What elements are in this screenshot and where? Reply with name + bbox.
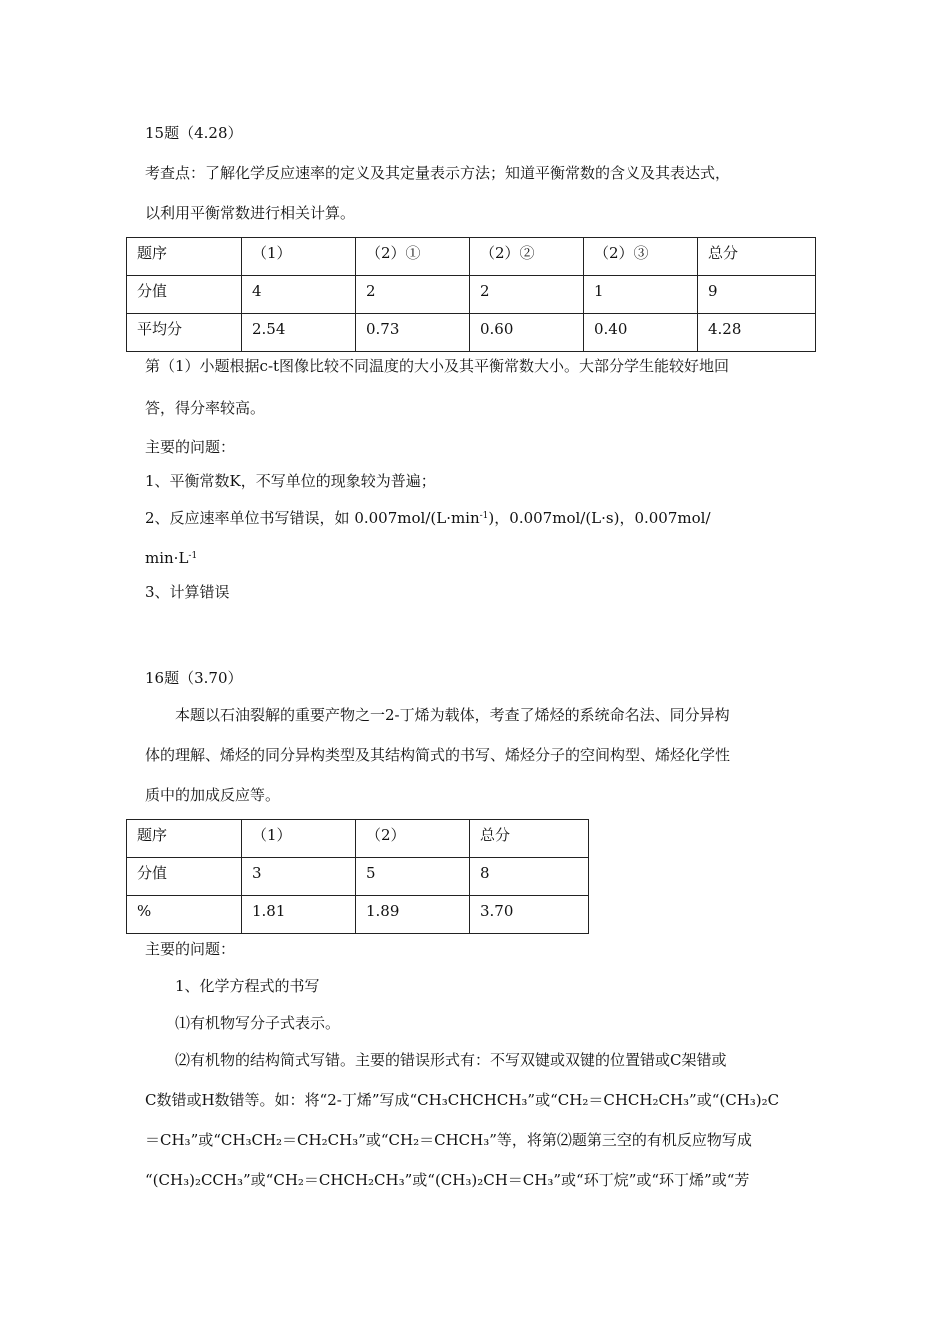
table-row: [127, 820, 589, 858]
table-cell: 8: [470, 858, 589, 896]
q16-intro-line-2: 体的理解、烯烃的同分异构类型及其结构简式的书写、烯烃分子的空间构型、烯烃化学性: [145, 746, 731, 764]
q15-analysis-line-1: 第（1）小题根据c-t图像比较不同温度的大小及其平衡常数大小。大部分学生能较好地回: [145, 357, 730, 375]
q15-exam-point-line-2: 以利用平衡常数进行相关计算。: [145, 204, 356, 222]
q16-detail-line-1: C数错或H数错等。如：将“2-丁烯”写成“CH₃CHCHCH₃”或“CH₂＝CHCH₂CH₃”或“(CH₃)₂C: [145, 1091, 780, 1109]
table-cell: 2.54: [242, 314, 356, 352]
table-cell: 题序: [127, 238, 242, 276]
q16-item-1: 1、化学方程式的书写: [175, 977, 320, 995]
q16-item-1a: ⑴有机物写分子式表示。: [175, 1014, 341, 1032]
q16-heading: 16题（3.70）: [145, 669, 243, 687]
q16-detail-line-2: ＝CH₃”或“CH₃CH₂＝CH₂CH₃”或“CH₂＝CHCH₃”等，将第⑵题第三空的有机反应物写成: [145, 1131, 752, 1149]
q15-problems-title: 主要的问题：: [145, 438, 236, 456]
table-cell: 3.70: [470, 896, 589, 934]
table-cell: （1）: [242, 238, 356, 276]
table-cell: （2）: [356, 820, 470, 858]
table-cell: 3: [242, 858, 356, 896]
q15-problem-2-unit-a: 0.007mol/(L·min: [354, 509, 480, 527]
table-cell: 总分: [698, 238, 816, 276]
q16-item-1b: ⑵有机物的结构简式写错。主要的错误形式有：不写双键或双键的位置错或C架错或: [175, 1051, 727, 1069]
table-cell: 1: [584, 276, 698, 314]
superscript: -1: [479, 511, 489, 521]
table-cell: 2: [470, 276, 584, 314]
table-cell: 4.28: [698, 314, 816, 352]
q15-heading: 15题（4.28）: [145, 124, 243, 142]
q15-problem-2-unit-tail: min·L: [145, 549, 189, 567]
table-row: [127, 314, 816, 352]
table-cell: 平均分: [127, 314, 242, 352]
q16-intro-line-3: 质中的加成反应等。: [145, 786, 281, 804]
table-cell: 2: [356, 276, 470, 314]
q15-score-table: [126, 237, 816, 352]
table-row: [127, 896, 589, 934]
q16-score-table: [126, 819, 589, 934]
table-cell: 0.60: [470, 314, 584, 352]
table-cell: 0.73: [356, 314, 470, 352]
q16-detail-line-3: “(CH₃)₂CCH₃”或“CH₂＝CHCH₂CH₃”或“(CH₃)₂CH＝CH₃”或“环丁烷”或“环丁烯”或“芳: [145, 1171, 750, 1189]
table-cell: 分值: [127, 858, 242, 896]
table-cell: （2）①: [356, 238, 470, 276]
table-cell: %: [127, 896, 242, 934]
table-cell: 5: [356, 858, 470, 896]
q15-problem-2: [145, 506, 711, 528]
table-cell: 分值: [127, 276, 242, 314]
q15-problem-3: 3、计算错误: [145, 583, 230, 601]
table-cell: 总分: [470, 820, 589, 858]
table-cell: （2）②: [470, 238, 584, 276]
q15-problem-2-continued: [145, 546, 197, 568]
q15-problem-1: 1、平衡常数K，不写单位的现象较为普遍；: [145, 472, 436, 490]
table-row: [127, 238, 816, 276]
table-cell: 9: [698, 276, 816, 314]
table-cell: 4: [242, 276, 356, 314]
table-cell: （1）: [242, 820, 356, 858]
q15-problem-2-unit-rest: )，0.007mol/(L·s)，0.007mol/: [488, 509, 711, 527]
q15-exam-point-line-1: 考查点：了解化学反应速率的定义及其定量表示方法；知道平衡常数的含义及其表达式，: [145, 164, 731, 182]
table-cell: 1.89: [356, 896, 470, 934]
q15-analysis-line-2: 答，得分率较高。: [145, 399, 266, 417]
superscript: -1: [188, 551, 198, 561]
q15-problem-2-prefix: 2、反应速率单位书写错误，如: [145, 509, 350, 527]
table-cell: 题序: [127, 820, 242, 858]
q16-intro-line-1: 本题以石油裂解的重要产物之一2-丁烯为载体，考查了烯烃的系统命名法、同分异构: [175, 706, 730, 724]
table-row: [127, 276, 816, 314]
q16-problems-title: 主要的问题：: [145, 940, 236, 958]
table-cell: 1.81: [242, 896, 356, 934]
table-row: [127, 858, 589, 896]
table-cell: （2）③: [584, 238, 698, 276]
table-cell: 0.40: [584, 314, 698, 352]
